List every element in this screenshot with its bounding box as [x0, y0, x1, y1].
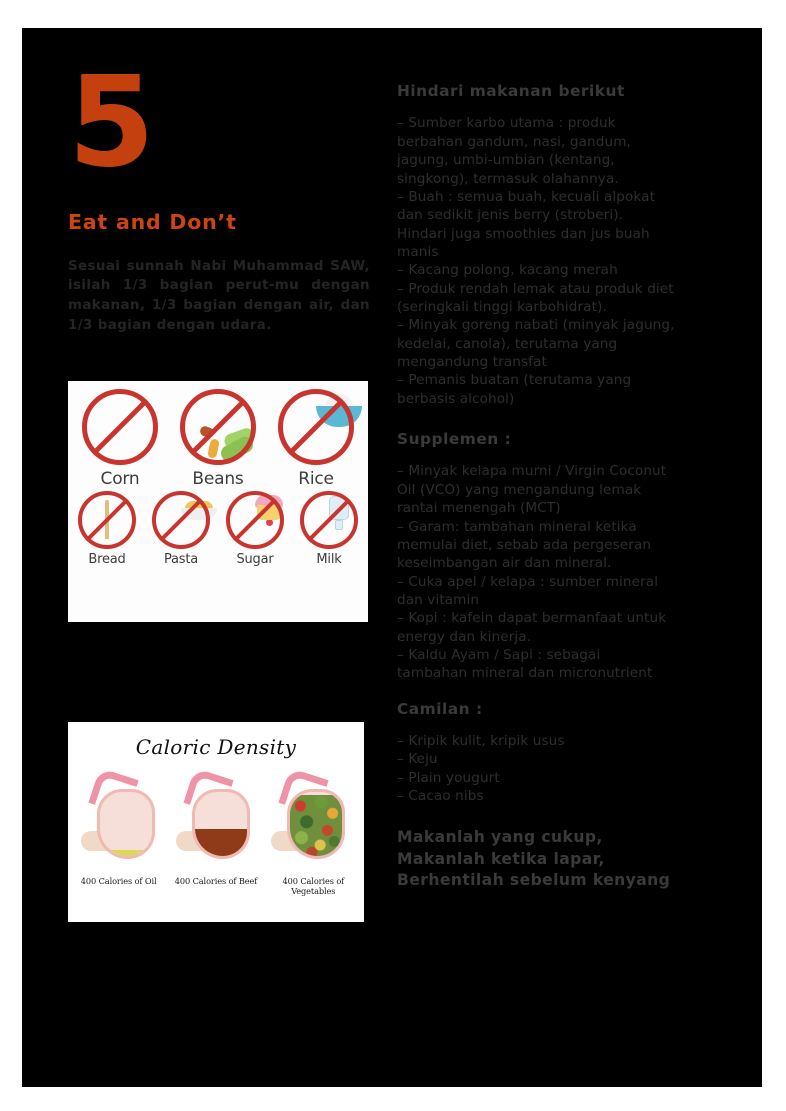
list-item: rantai menengah (MCT)	[397, 500, 561, 517]
list-item: – Kacang polong, kacang merah	[397, 262, 618, 279]
closing-line: Berhentilah sebelum kenyang	[397, 871, 671, 890]
food-item-pasta	[144, 491, 218, 567]
list-item: – Buah : semua buah, kecuali alpokat	[397, 188, 656, 205]
list-item: – Produk rendah lemak atau produk diet	[397, 280, 674, 297]
caloric-caption: 400 Calories of Oil	[80, 876, 157, 886]
spacer	[397, 683, 742, 700]
stomach-vegetables	[269, 771, 353, 867]
list-item: – Pemanis buatan (terutama yang	[397, 372, 632, 389]
list-item: manis	[397, 243, 439, 260]
slide-page	[22, 28, 762, 1087]
list-item: tambahan mineral dan micronutrient	[397, 665, 653, 682]
closing-line: Makanlah ketika lapar,	[397, 849, 605, 868]
food-label: Bread	[88, 552, 126, 567]
caloric-caption: 400 Calories of Vegetables	[282, 876, 345, 896]
food-grid	[68, 389, 368, 567]
food-label: Milk	[316, 552, 342, 567]
food-item-beans	[169, 389, 267, 489]
closing-line: Makanlah yang cukup,	[397, 828, 603, 847]
food-label: Corn	[100, 469, 140, 489]
list-item: – Cacao nibs	[397, 788, 484, 805]
list-item: (seringkali tinggi karbohidrat).	[397, 298, 607, 315]
vegetables-fill	[290, 795, 342, 856]
stomach-icon	[192, 789, 250, 859]
list-item: dan sedikit jenis berry (stroberi).	[397, 207, 624, 224]
forbidden-foods-image	[68, 381, 368, 622]
bread-slice-icon	[78, 491, 136, 549]
list-item: dan vitamin	[397, 591, 480, 608]
food-label: Pasta	[163, 552, 199, 567]
stomach-diagram-row	[68, 771, 364, 867]
stomach-oil	[79, 771, 163, 867]
food-item-corn	[71, 389, 169, 489]
supplements-list	[397, 462, 742, 682]
list-item: – Kripik kulit, kripik usus	[397, 733, 565, 750]
list-item: – Sumber karbo utama : produk	[397, 115, 616, 132]
list-item: berbahan gandum, nasi, gandum,	[397, 133, 631, 150]
list-item: Oil (VCO) yang mengandung lemak	[397, 481, 642, 498]
right-column	[397, 82, 742, 892]
beef-fill	[195, 829, 247, 856]
food-row-2	[68, 491, 368, 567]
slide-number: 5	[68, 50, 153, 195]
list-item: berbasis alcohol)	[397, 390, 515, 407]
list-item: – Cuka apel / kelapa : sumber mineral	[397, 573, 659, 590]
caloric-density-title: Caloric Density	[135, 735, 297, 759]
list-item: kedelai, canola), terutama yang	[397, 335, 618, 352]
stomach-beef	[174, 771, 258, 867]
food-item-rice	[267, 389, 365, 489]
list-item: – Keju	[397, 751, 438, 768]
list-item: – Kopi : kafein dapat bermanfaat untuk	[397, 610, 667, 627]
snacks-heading: Camilan :	[397, 699, 483, 718]
food-row-1	[68, 389, 368, 489]
list-item: Hindari juga smoothies dan jus buah	[397, 225, 650, 242]
list-item: – Minyak goreng nabati (minyak jagung,	[397, 317, 675, 334]
food-item-sugar	[218, 491, 292, 567]
food-label: Sugar	[236, 552, 274, 567]
list-item: – Minyak kelapa murni / Virgin Coconut	[397, 463, 667, 480]
list-item: memulai diet, sebab ada pergeseran	[397, 536, 652, 553]
list-item: jagung, umbi-umbian (kentang,	[397, 152, 615, 169]
intro-paragraph: Sesuai sunnah Nabi Muhammad SAW, isilah 1/3 bagian perut-mu dengan makanan, 1/3 bagian dengan air, dan 1/3 bagian dengan udara.	[68, 258, 370, 333]
avoid-list	[397, 114, 742, 408]
cupcake-icon	[226, 491, 284, 549]
left-column	[68, 50, 372, 335]
corn-icon	[82, 389, 158, 465]
food-item-bread	[70, 491, 144, 567]
food-label: Beans	[192, 469, 244, 489]
spacer	[397, 805, 742, 827]
beans-icon	[180, 389, 256, 465]
caloric-density-image	[68, 722, 364, 922]
caloric-caption: 400 Calories of Beef	[174, 876, 258, 886]
list-item: keseimbangan air dan mineral.	[397, 555, 612, 572]
snacks-list	[397, 732, 742, 805]
page-title: Eat and Don’t	[68, 210, 237, 234]
list-item: – Kaldu Ayam / Sapi : sebagai	[397, 646, 601, 663]
milk-bottle-icon	[300, 491, 358, 549]
stomach-icon	[287, 789, 345, 859]
food-item-milk	[292, 491, 366, 567]
spacer	[397, 408, 742, 430]
list-item: mengandung transfat	[397, 353, 547, 370]
list-item: – Garam: tambahan mineral ketika	[397, 518, 637, 535]
food-label: Rice	[298, 469, 334, 489]
list-item: – Plain yougurt	[397, 769, 500, 786]
stomach-icon	[97, 789, 155, 859]
rice-bowl-icon	[278, 389, 354, 465]
closing-statement	[397, 827, 742, 892]
oil-fill	[100, 850, 152, 856]
list-item: energy dan kinerja.	[397, 628, 532, 645]
avoid-heading: Hindari makanan berikut	[397, 82, 625, 100]
caloric-captions	[68, 876, 364, 896]
list-item: singkong), termasuk olahannya.	[397, 170, 619, 187]
supplements-heading: Supplemen :	[397, 429, 512, 448]
pasta-plate-icon	[152, 491, 210, 549]
